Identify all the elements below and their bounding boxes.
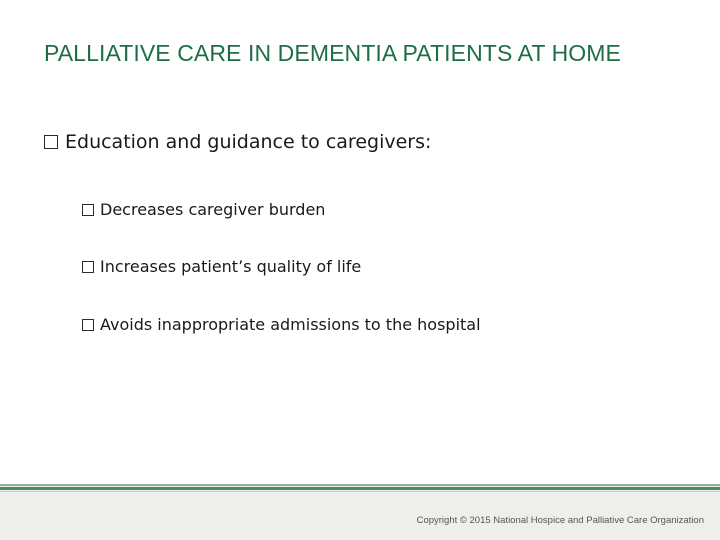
main-bullet bbox=[44, 131, 431, 153]
footer-divider bbox=[0, 491, 720, 492]
sub-bullet bbox=[82, 257, 361, 276]
checkbox-square-icon bbox=[82, 204, 94, 216]
footer-divider bbox=[0, 484, 720, 486]
sub-bullet-text: Avoids inappropriate admissions to the hospital bbox=[100, 315, 481, 334]
checkbox-square-icon bbox=[82, 261, 94, 273]
sub-bullet bbox=[82, 200, 325, 219]
sub-bullet-text: Increases patient’s quality of life bbox=[100, 257, 362, 276]
main-bullet-text: Education and guidance to caregivers: bbox=[65, 131, 432, 153]
sub-bullet bbox=[82, 315, 481, 334]
footer-band bbox=[0, 484, 720, 540]
sub-bullet-text: Decreases caregiver burden bbox=[100, 200, 326, 219]
checkbox-square-icon bbox=[82, 319, 94, 331]
footer-divider bbox=[0, 487, 720, 490]
checkbox-square-icon bbox=[44, 135, 58, 149]
copyright-notice: Copyright © 2015 National Hospice and Palliative Care Organization bbox=[416, 515, 704, 526]
slide-title: PALLIATIVE CARE IN DEMENTIA PATIENTS AT HOME bbox=[44, 40, 621, 66]
